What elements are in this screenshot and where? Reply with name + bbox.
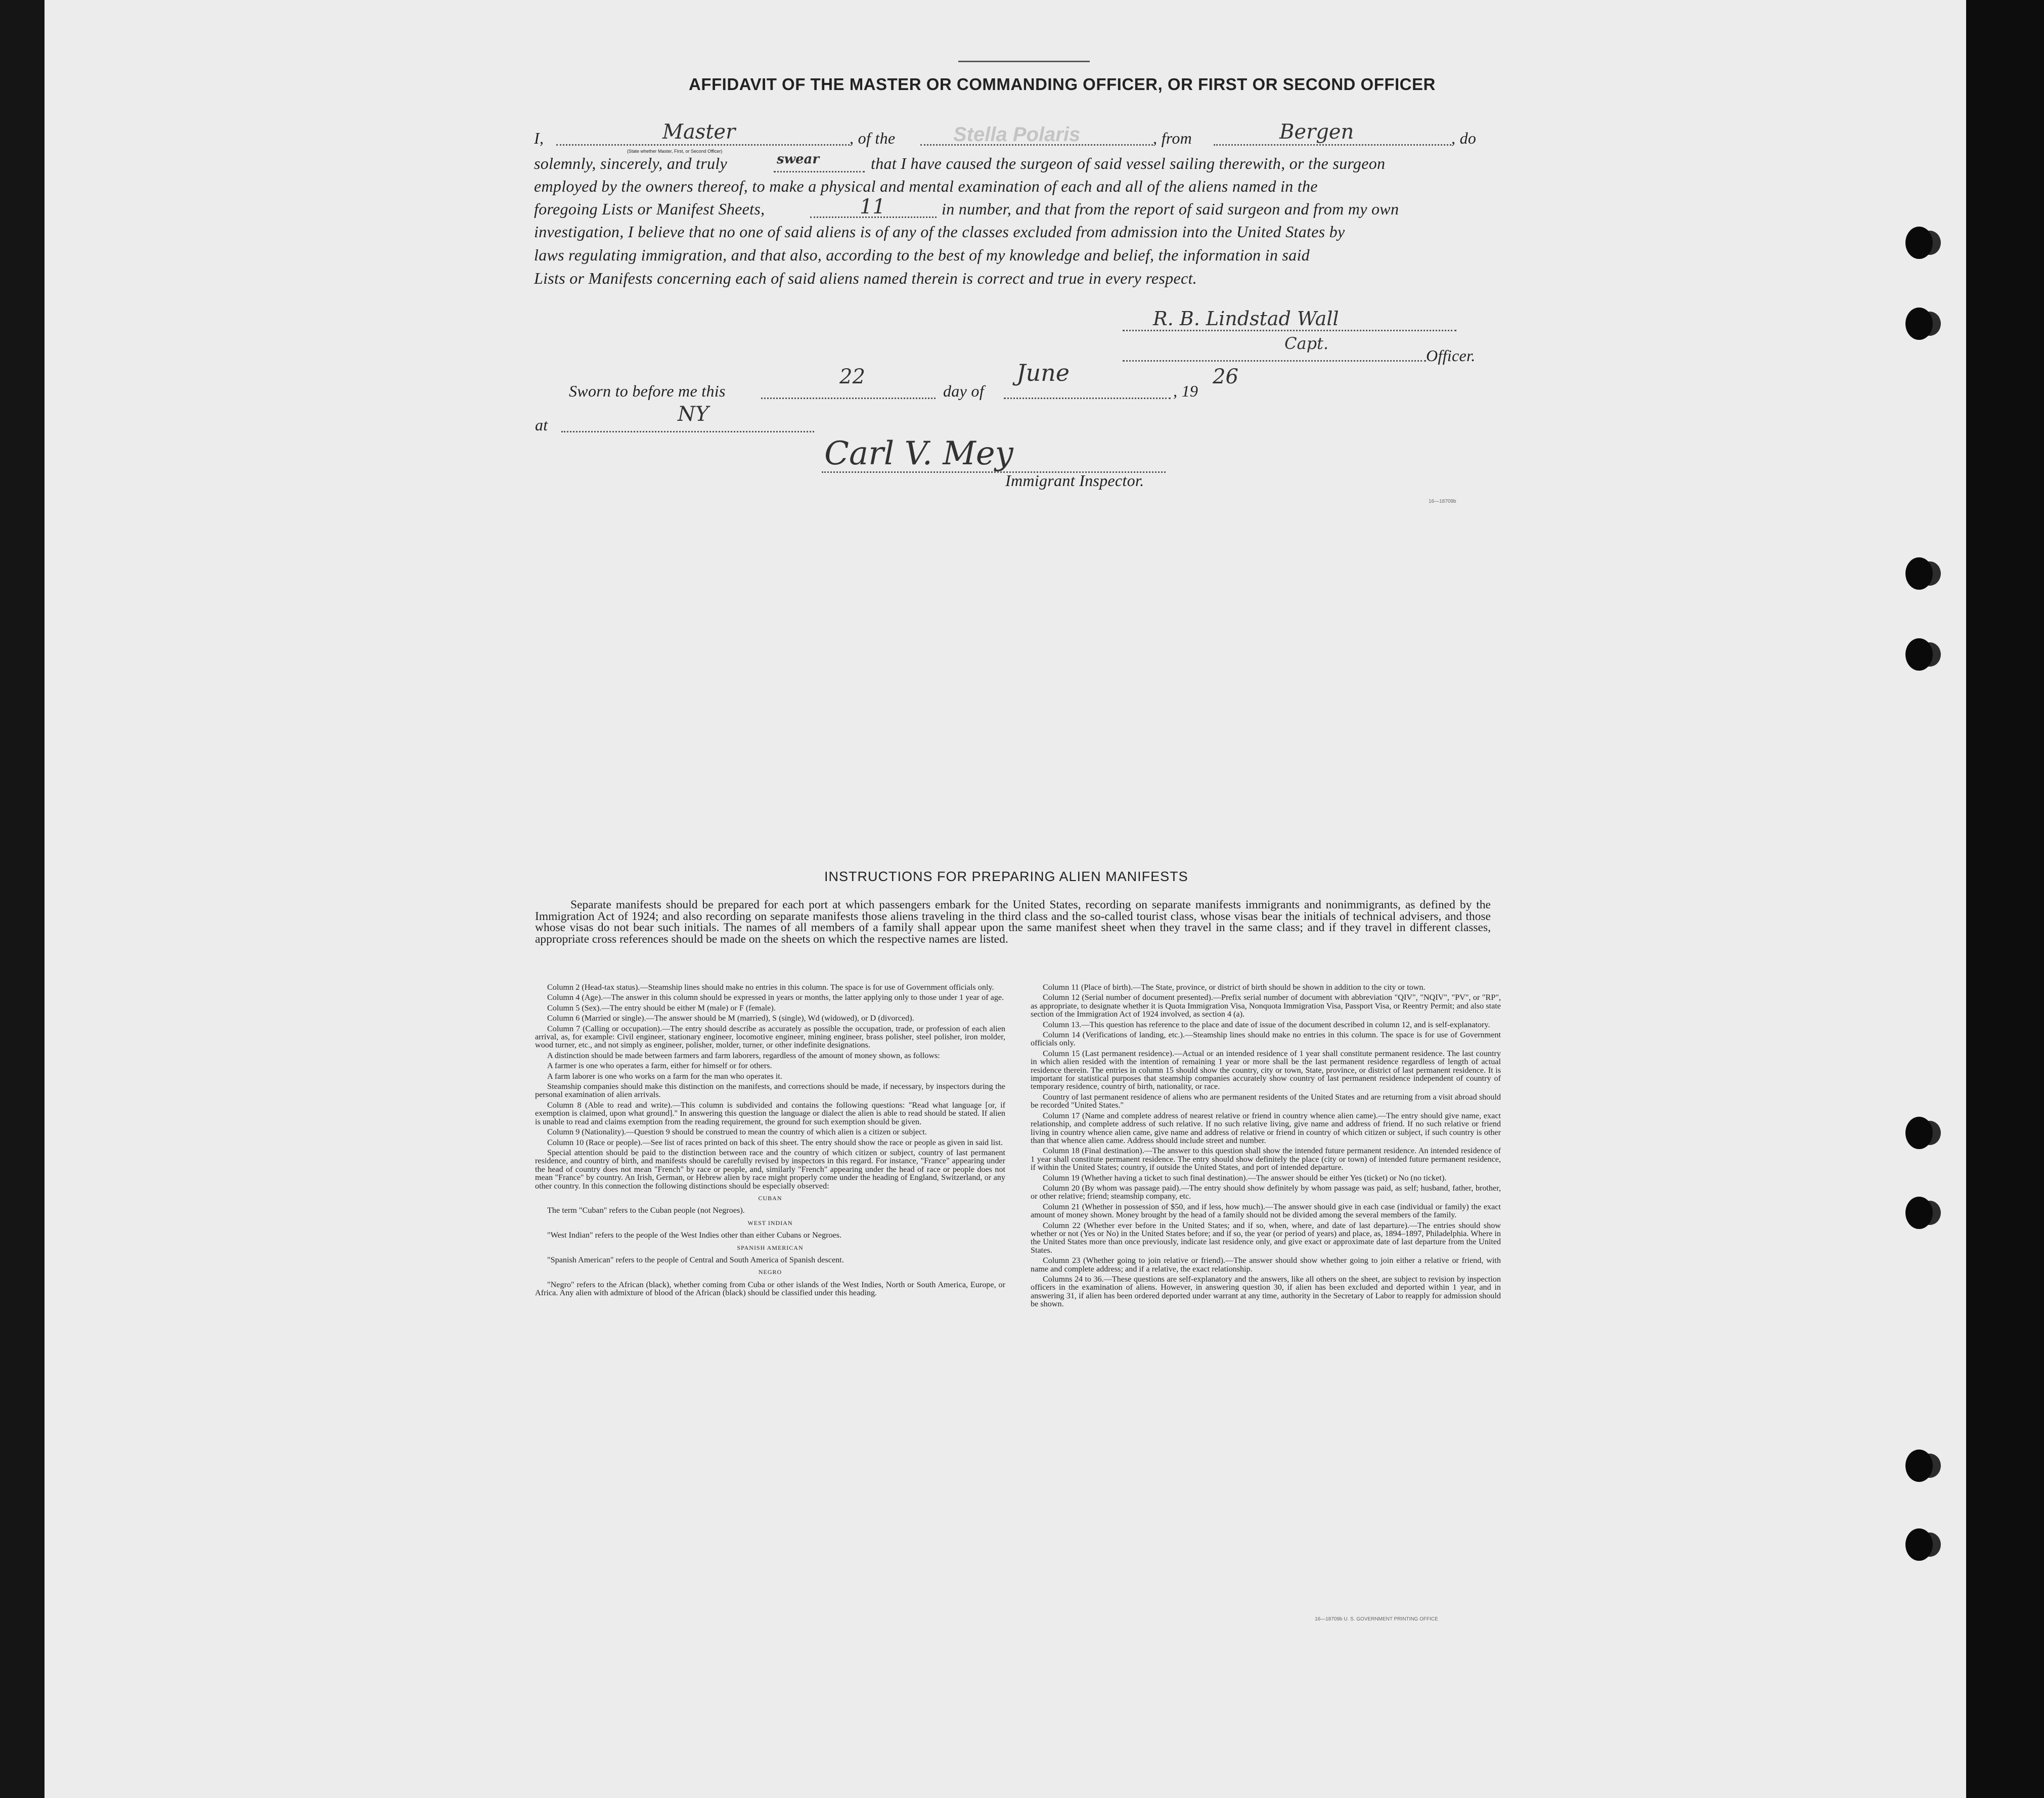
instruction-paragraph: Steamship companies should make this distinction on the manifests, and corrections should be made, if necessary, by inspectors during the personal examination of alien arrivals. <box>535 1082 1005 1100</box>
label-from: , from <box>1153 129 1192 147</box>
port-handwritten: Bergen <box>1279 120 1354 144</box>
instructions-left-column <box>535 983 1005 1299</box>
cuban-definition: The term "Cuban" refers to the Cuban people (not Negroes). <box>547 1206 745 1215</box>
year-prefix: , 19 <box>1173 382 1198 400</box>
affidavit-line-6: laws regulating immigration, and that also, according to the best of my knowledge and belief, the information in said <box>534 246 1310 264</box>
place-handwritten: NY <box>678 403 709 426</box>
instruction-paragraph: Special attention should be paid to the distinction between race and the country of which citizen or subject, country of last permanent residence, and country of birth, and manifests should be carefully revised by inspectors in this regard. For instance, "France" appearing under the head of country does not mean "French" by race or people, and, similarly "French" appearing under the head of race or people does not mean "France" by country. An Irish, German, or Hebrew alien by race might properly come under the heading of England, Switzerland, or any other country. In this connection the following distinctions should be especially observed: <box>535 1148 1005 1191</box>
affidavit-line-2b: that I have caused the surgeon of said vessel sailing therewith, or the surgeon <box>871 154 1386 172</box>
affidavit-title: AFFIDAVIT OF THE MASTER OR COMMANDING OFFICER, OR FIRST OR SECOND OFFICER <box>689 75 1436 94</box>
vessel-stamp: Stella Polaris <box>953 123 1081 146</box>
instruction-paragraph: A farmer is one who operates a farm, either for himself or for others. <box>547 1061 772 1071</box>
month-handwritten: June <box>1016 359 1070 386</box>
port-blank <box>1214 144 1451 146</box>
at-label: at <box>535 416 548 434</box>
title-rule <box>958 61 1090 62</box>
instructions-right-column <box>1031 983 1501 1310</box>
instruction-paragraph: Column 21 (Whether in possession of $50, and if less, how much).—The answer should give in each case (individual or family) the exact amount of money shown. Money brought by the head of a family should not be divided among the several members of the family. <box>1031 1202 1501 1220</box>
instruction-paragraph: Column 11 (Place of birth).—The State, province, or district of birth should be shown in addition to the city or town. <box>1043 983 1426 992</box>
printing-office-footer: 16—18709b U. S. GOVERNMENT PRINTING OFFICE <box>1315 1616 1438 1622</box>
sworn-label: Sworn to before me this <box>569 382 726 400</box>
affidavit-line-2a: solemnly, sincerely, and truly <box>534 154 727 172</box>
heading-spanish-american: SPANISH AMERICAN <box>737 1244 804 1251</box>
instruction-paragraph: Column 13.—This question has reference to the place and date of issue of the document described in column 12, and is self-explanatory. <box>1043 1020 1490 1029</box>
master-signature: R. B. Lindstad Wall <box>1153 308 1339 330</box>
master-title-handwritten: Capt. <box>1284 334 1329 353</box>
instruction-paragraph: Column 18 (Final destination).—The answer to this question shall show the intended future permanent residence. An intended residence of 1 year shall constitute permanent residence. The entry should show definitely the place (city or town) of intended future permanent residence, if within the United States; country, if outside the United States, and port of intended departure. <box>1031 1146 1501 1172</box>
rank-blank <box>556 144 850 146</box>
instruction-paragraph: Column 19 (Whether having a ticket to such final destination).—The answer should be either Yes (ticket) or No (no ticket). <box>1043 1173 1447 1182</box>
affidavit-line-4b: in number, and that from the report of said surgeon and from my own <box>942 200 1399 218</box>
inspector-label: Immigrant Inspector. <box>1005 471 1144 490</box>
instruction-paragraph: Column 5 (Sex).—The entry should be either M (male) or F (female). <box>547 1003 776 1013</box>
instruction-paragraph: A farm laborer is one who works on a farm for the man who operates it. <box>547 1071 782 1081</box>
instruction-paragraph: Column 20 (By whom was passage paid).—The entry should show definitely by whom passage was paid, as self; husband, father, brother, or other relative; friend; steamship company, etc. <box>1031 1183 1501 1201</box>
sheets-handwritten: 11 <box>860 195 885 218</box>
scan-edge <box>1966 0 2044 1798</box>
place-blank <box>561 431 814 432</box>
punch-hole-icon <box>1905 557 1933 590</box>
spanish-american-definition: "Spanish American" refers to the people of Central and South America of Spanish descent. <box>547 1255 844 1264</box>
punch-hole-icon <box>1905 1450 1933 1482</box>
instruction-paragraph: Column 15 (Last permanent residence).—Actual or an intended residence of 1 year shall constitute permanent residence. The last country in which alien resided with the intention of remaining 1 year or more shall be the last permanent residence regardless of length of actual residence therein. The entries in column 15 should show the country, city or town, State, province, or district of last permanent residence. It is important for statistical purposes that steamship companies accurately show country of last permanent residence independent of country of temporary residence, country of birth, nationality, or race. <box>1031 1048 1501 1091</box>
affidavit-line-3: employed by the owners thereof, to make a physical and mental examination of each and all of the aliens named in the <box>534 177 1318 195</box>
instruction-paragraph: A distinction should be made between farmers and farm laborers, regardless of the amount of money shown, as follows: <box>547 1050 940 1060</box>
punch-hole-icon <box>1905 638 1933 671</box>
inspector-signature: Carl V. Mey <box>824 435 1013 472</box>
affidavit-form-number: 16—18709b <box>1429 499 1456 504</box>
negro-definition: "Negro" refers to the African (black), whether coming from Cuba or other islands of the West Indies, North or South America, Europe, or Africa. Any alien with admixture of blood of the African (black) should be classified under this heading. <box>535 1280 1005 1298</box>
instruction-paragraph: Column 4 (Age).—The answer in this column should be expressed in years or months, the latter applying only to those under 1 year of age. <box>547 993 1004 1002</box>
instruction-paragraph: Column 22 (Whether ever before in the United States; and if so, when, where, and date of last departure).—The entries should show whether or not (Yes or No) in the United States before; and if so, the year (or period of years) and place, as, 1894–1897, Philadelphia. Where in the United States more than once previously, indicate last residence only, and give exact or approximate date of last departure from the United States. <box>1031 1220 1501 1255</box>
instruction-paragraph: Column 2 (Head-tax status).—Steamship lines should make no entries in this column. The space is for use of Government officials only. <box>547 983 994 992</box>
affidavit-line-7: Lists or Manifests concerning each of said aliens named therein is correct and true in every respect. <box>534 269 1197 287</box>
heading-cuban: CUBAN <box>758 1194 782 1202</box>
day-blank <box>761 398 936 399</box>
year-handwritten: 26 <box>1213 365 1238 388</box>
instruction-paragraph: Column 6 (Married or single).—The answer should be M (married), S (single), Wd (widowed), or D (divorced). <box>547 1014 914 1023</box>
intro-text: Separate manifests should be prepared for each port at which passengers embark for the United States, recording on separate manifests immigrants and nonimmigrants, as defined by the Immigration Act of 1924; and also recording on separate manifests those aliens traveling in the third class and the so-called tourist class, whose visas bear the initials of technical advisers, and those whose visas do not bear such initials. The names of all members of a family shall appear upon the same manifest sheet when they travel in the same class; and if they travel in different classes, appropriate cross references should be made on the sheets on which the respective names are listed. <box>535 898 1491 946</box>
instructions-intro <box>535 899 1491 945</box>
punch-hole-icon <box>1905 227 1933 259</box>
label-do: , do <box>1451 129 1477 147</box>
swear-blank <box>774 171 865 172</box>
punch-hole-icon <box>1905 1117 1933 1149</box>
affidavit-line-5: investigation, I believe that no one of said aliens is of any of the classes excluded from admission into the United States by <box>534 223 1345 241</box>
officer-label: Officer. <box>1426 346 1476 365</box>
signature-blank-2 <box>1123 360 1426 362</box>
month-blank <box>1004 398 1171 399</box>
signature-blank-1 <box>1123 330 1456 331</box>
officer-hint: (State whether Master, First, or Second Officer) <box>627 149 723 154</box>
affidavit-line-4a: foregoing Lists or Manifest Sheets, <box>534 200 765 218</box>
day-handwritten: 22 <box>839 365 865 388</box>
west-indian-definition: "West Indian" refers to the people of the West Indies other than either Cubans or Negroes. <box>547 1231 842 1240</box>
punch-hole-icon <box>1905 1197 1933 1229</box>
instruction-paragraph: Column 10 (Race or people).—See list of races printed on back of this sheet. The entry should show the race or people as given in said list. <box>547 1137 1003 1147</box>
instruction-paragraph: Column 23 (Whether going to join relative or friend).—The answer should show whether going to join either a relative or friend, with name and complete address; and if a relative, the exact relationship. <box>1031 1256 1501 1274</box>
instruction-paragraph: Column 14 (Verifications of landing, etc.).—Steamship lines should make no entries in this column. The space is for use of Government officials only. <box>1031 1030 1501 1048</box>
day-of-label: day of <box>943 382 984 400</box>
rank-handwritten: Master <box>662 120 736 144</box>
label-i: I, <box>534 129 544 147</box>
swear-handwritten: swear <box>777 152 820 167</box>
instruction-paragraph: Column 9 (Nationality).—Question 9 should be construed to mean the country of which alien is a citizen or subject. <box>547 1127 927 1137</box>
heading-west-indian: WEST INDIAN <box>747 1219 793 1226</box>
instruction-paragraph: Column 17 (Name and complete address of nearest relative or friend in country whence alien came).—The entry should give name, exact relationship, and complete address of such relative. If no such relative living, give name and address of friend. If no such relative or friend living in country whence alien came, give name and address of relative or friend in country of which citizen or subject, if such country is other than that whence alien came. Address should include street and number. <box>1031 1111 1501 1145</box>
instructions-title: INSTRUCTIONS FOR PREPARING ALIEN MANIFESTS <box>824 869 1188 884</box>
punch-hole-icon <box>1905 1528 1933 1561</box>
instruction-paragraph: Columns 24 to 36.—These questions are self-explanatory and the answers, like all others on the sheet, are subject to revision by inspection officers in the examination of aliens. However, in answering question 30, if alien has been excluded and deported within 1 year, and in answering 31, if alien has been ordered deported under warrant at any time, authority in the Secretary of Labor to reapply for admission should be shown. <box>1031 1275 1501 1309</box>
instruction-paragraph: Country of last permanent residence of aliens who are permanent residents of the United States and are returning from a visit abroad should be recorded "United States." <box>1031 1092 1501 1110</box>
punch-hole-icon <box>1905 308 1933 340</box>
instruction-paragraph: Column 7 (Calling or occupation).—The entry should describe as accurately as possible the occupation, trade, or profession of each alien arrival, as, for example: Civil engineer, stationary engineer, locomotive engineer, mining engineer, brass polisher, steel polisher, iron molder, wood turner, etc., and not simply as engineer, polisher, molder, turner, or other indefinite designations. <box>535 1024 1005 1050</box>
heading-negro: NEGRO <box>758 1268 782 1276</box>
instruction-paragraph: Column 12 (Serial number of document presented).—Prefix serial number of document with abbreviation "QIV", "NQIV", "PV", or "RP", as appropriate, to designate whether it is Quota Immigration Visa, Nonquota Immigration Visa, Passport Visa, or Reentry Permit; and also state section of the Immigration Act of 1924 involved, as section 4 (a). <box>1031 993 1501 1019</box>
instruction-paragraph: Column 8 (Able to read and write).—This column is subdivided and contains the following questions: "Read what language [or, if exemption is claimed, upon what ground]." In answering this question the language or dialect the alien is able to read should be stated. If alien is unable to read and claims exemption from the reading requirement, the ground for such exemption should be given. <box>535 1100 1005 1126</box>
label-of-the: , of the <box>850 129 896 147</box>
